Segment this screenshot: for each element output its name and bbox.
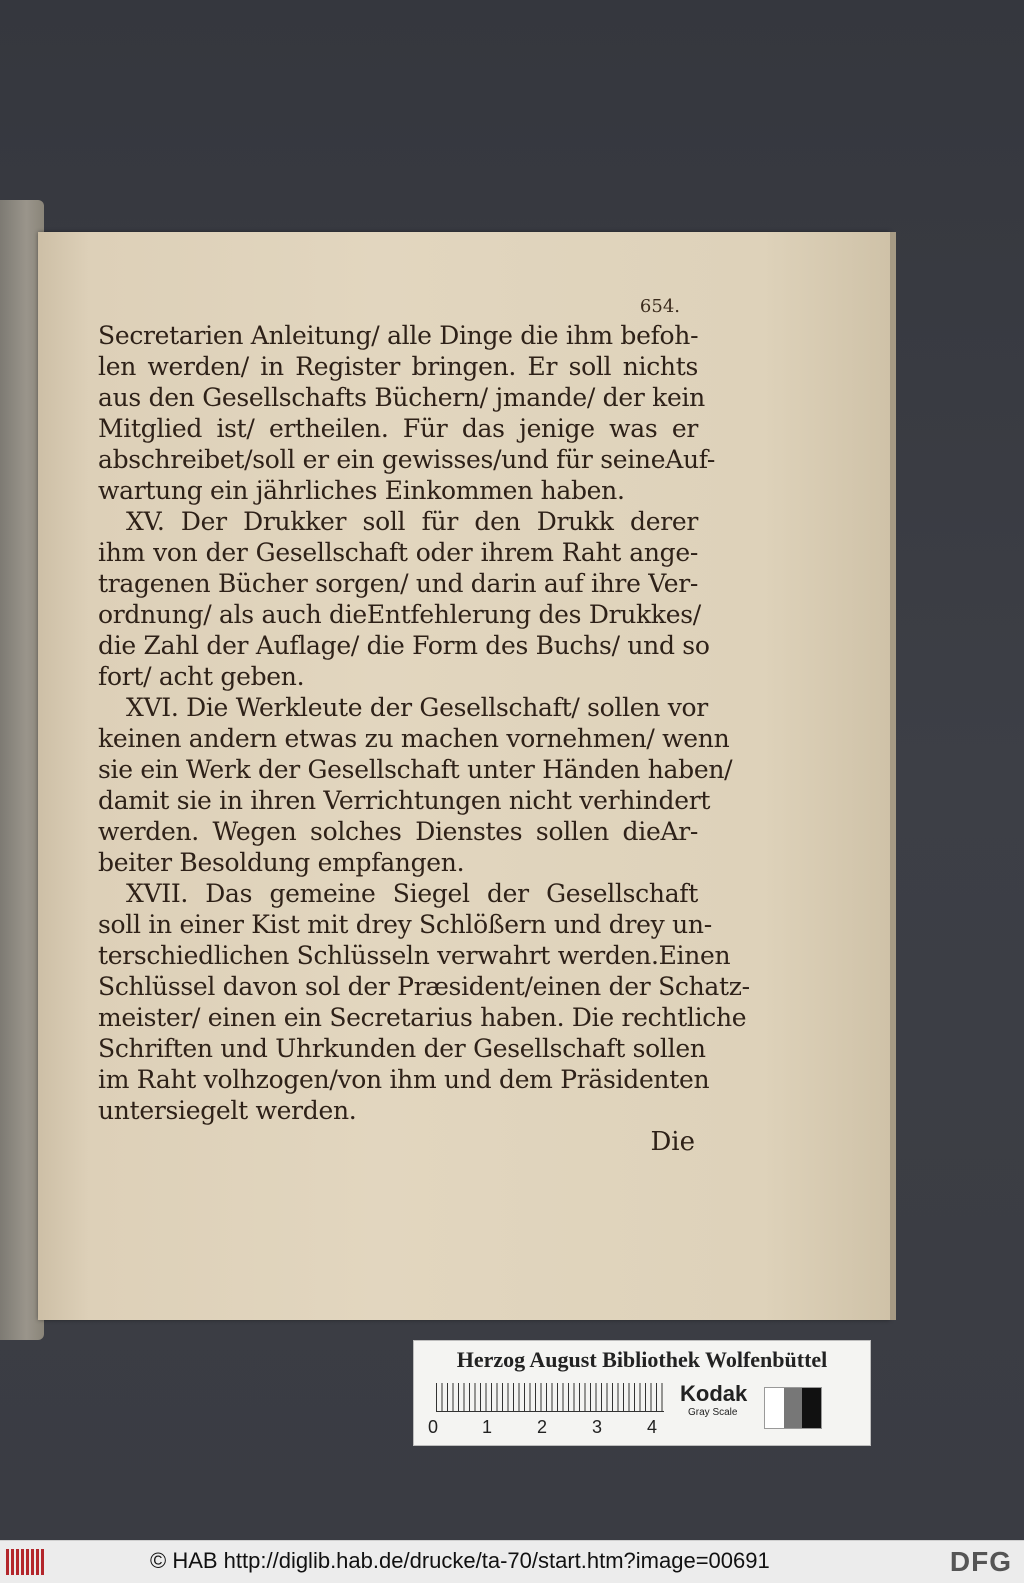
text-line: aus den Gesellschafts Büchern/ jmande/ der kein [98, 383, 705, 412]
text-line: untersiegelt werden. [98, 1096, 357, 1125]
color-target-card [413, 1340, 871, 1446]
text-line: Secretarien Anleitung/ alle Dinge die ihm befoh- [98, 321, 699, 350]
gray-patch [802, 1388, 821, 1428]
text-line: abschreibet/soll er ein gewisses/und für seineAuf- [98, 445, 715, 474]
text-line: soll in einer Kist mit drey Schlößern und drey un- [98, 910, 712, 939]
text-line: terschiedlichen Schlüsseln verwahrt werden.Einen [98, 941, 731, 970]
section-heading-line: XVII. Das gemeine Siegel der Gesellschaft [126, 879, 698, 908]
ruler-labels [428, 1417, 668, 1439]
text-line: damit sie in ihren Verrichtungen nicht verhindert [98, 786, 711, 815]
text-line: die Zahl der Auflage/ die Form des Buchs/ und so [98, 631, 710, 660]
text-line: fort/ acht geben. [98, 662, 305, 691]
text-line: Schriften und Uhrkunden der Gesellschaft sollen [98, 1034, 706, 1063]
catchword: Die [650, 1127, 695, 1157]
gray-patches [764, 1387, 822, 1429]
ruler-scale [436, 1383, 664, 1412]
text-line: werden. Wegen solches Dienstes sollen dieAr- [98, 817, 698, 846]
gray-patch [765, 1388, 784, 1428]
ruler-label: 1 [482, 1417, 493, 1437]
hab-logo-icon [6, 1549, 46, 1575]
ruler-label: 2 [537, 1417, 548, 1437]
text-line: keinen andern etwas zu machen vornehmen/ wenn [98, 724, 730, 753]
text-line: ordnung/ als auch dieEntfehlerung des Drukkes/ [98, 600, 701, 629]
text-line: ihm von der Gesellschaft oder ihrem Raht ange- [98, 538, 698, 567]
ruler-label: 4 [647, 1417, 658, 1437]
text-line: len werden/ in Register bringen. Er soll nichts [98, 352, 698, 381]
footer-bar [0, 1540, 1024, 1583]
dfg-logo: DFG [949, 1546, 1012, 1577]
book-page [38, 232, 890, 1320]
kodak-logo: Kodak [680, 1381, 748, 1406]
text-line: wartung ein jährliches Einkommen haben. [98, 476, 625, 505]
ruler-label: 0 [428, 1417, 439, 1437]
section-heading-line: XV. Der Drukker soll für den Drukk derer [126, 507, 698, 536]
footer-copyright-link[interactable]: © HAB http://diglib.hab.de/drucke/ta-70/start.htm?image=00691 [150, 1548, 770, 1573]
ruler-label: 3 [592, 1417, 603, 1437]
text-line: tragenen Bücher sorgen/ und darin auf ihre Ver- [98, 569, 698, 598]
page-number: 654. [639, 296, 680, 317]
text-block [98, 320, 750, 1126]
section-heading-line: XVI. Die Werkleute der Gesellschaft/ sollen vor [126, 693, 708, 722]
text-line: sie ein Werk der Gesellschaft unter Händen haben/ [98, 755, 733, 784]
text-line: beiter Besoldung empfangen. [98, 848, 465, 877]
gray-scale-label: Gray Scale [688, 1407, 738, 1418]
text-line: Mitglied ist/ ertheilen. Für das jenige was er [98, 414, 698, 443]
target-title: Herzog August Bibliothek Wolfenbüttel [456, 1347, 828, 1372]
text-line: im Raht volhzogen/von ihm und dem Präsidenten [98, 1065, 710, 1094]
text-line: Schlüssel davon sol der Præsident/einen der Schatz- [98, 972, 750, 1001]
text-line: meister/ einen ein Secretarius haben. Die rechtliche [98, 1003, 747, 1032]
gray-patch [784, 1388, 803, 1428]
